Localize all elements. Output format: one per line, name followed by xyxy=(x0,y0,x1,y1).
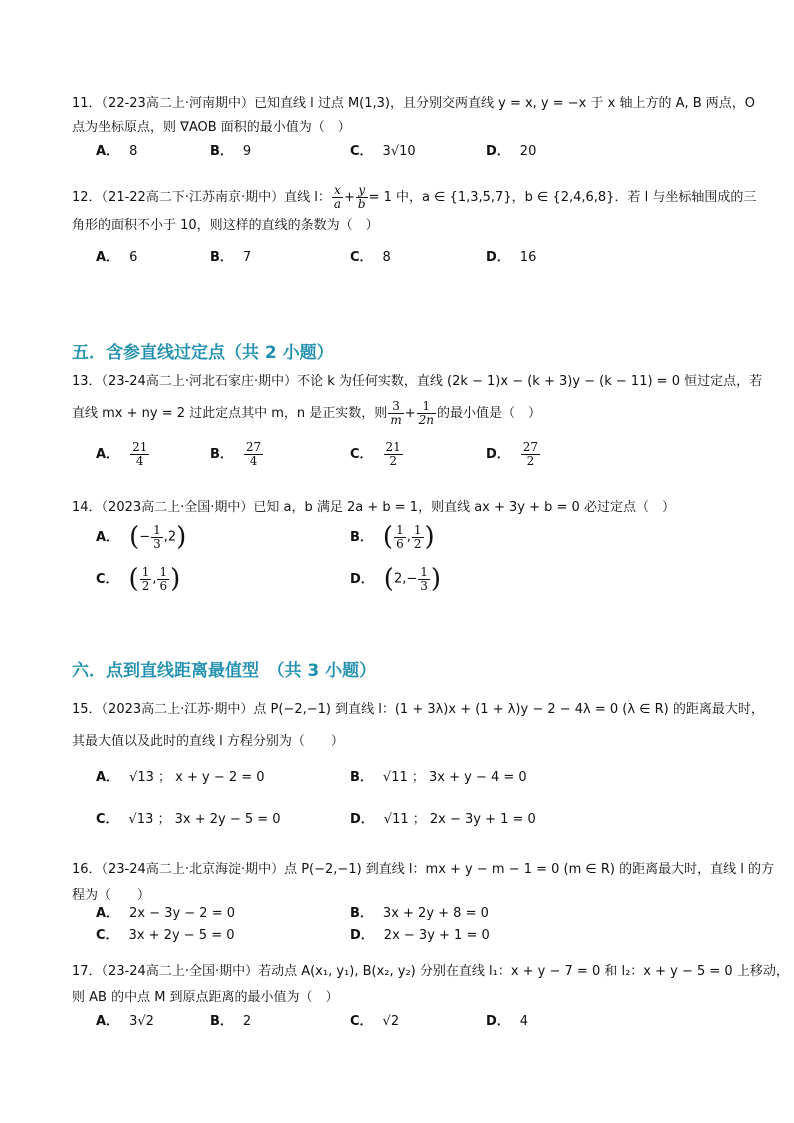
question-17 xyxy=(72,956,789,1014)
question-15-line-1: 15．（2023高二上·江苏·期中）点 P(−2,−1) 到直线 l：(1 + 3λ)x + (1 + λ)y − 2 − 4λ = 0 (λ ∈ R) 的距离最大时， xyxy=(72,702,764,717)
question-14 xyxy=(72,492,722,524)
question-15-options xyxy=(96,766,716,826)
option-b[interactable]: B． ( $\frac{1}{6}$ , $\frac{1}{2}$ ) xyxy=(350,522,435,552)
option-c[interactable]: C． √2 xyxy=(350,1014,400,1029)
option-c[interactable]: C． 3x + 2y − 5 = 0 xyxy=(96,928,235,943)
question-12 xyxy=(72,182,757,242)
option-c[interactable]: C． 8 xyxy=(350,250,391,265)
option-b[interactable]: B． 2 xyxy=(210,1014,252,1029)
option-b[interactable]: B． 3x + 2y + 8 = 0 xyxy=(350,906,489,921)
question-11-options xyxy=(96,140,716,160)
question-16-line-1: 16．（23-24高二上·北京海淀·期中）点 P(−2,−1) 到直线 l：mx + y − m − 1 = 0 (m ∈ R) 的距离最大时，直线 l 的方 xyxy=(72,862,774,877)
question-16-line-2: 程为（ ） xyxy=(72,888,151,903)
section-heading-6: 六．点到直线距离最值型 （共 3 小题） xyxy=(72,661,377,681)
option-d[interactable]: D． √11 ； 2x − 3y + 1 = 0 xyxy=(350,812,536,827)
section-heading-5: 五．含参直线过定点（共 2 小题） xyxy=(72,343,334,363)
option-d[interactable]: D． 4 xyxy=(486,1014,529,1029)
option-d[interactable]: D． 2x − 3y + 1 = 0 xyxy=(350,928,490,943)
question-13 xyxy=(72,366,763,430)
question-15 xyxy=(72,694,764,758)
fraction-x-over-a: $\frac{x}{a}$ xyxy=(333,183,341,211)
option-b[interactable]: B． 7 xyxy=(210,250,252,265)
question-13-line-1: 13．（23-24高二上·河北石家庄·期中）不论 k 为任何实数，直线 (2k − 1)x − (k + 3)y − (k − 11) = 0 恒过定点，若 xyxy=(72,374,763,389)
question-13-options xyxy=(96,440,716,474)
option-d[interactable]: D． (2,− $\frac{1}{3}$ ) xyxy=(350,564,442,594)
question-11 xyxy=(72,88,756,144)
option-a[interactable]: A． √13 ； x + y − 2 = 0 xyxy=(96,770,265,785)
question-13-line-2: 直线 mx + ny = 2 过此定点其中 m，n 是正实数，则 $\frac{3}{m}$ + $\frac{1}{2n}$ 的最小值是（ ） xyxy=(72,399,541,427)
question-15-line-2: 其最大值以及此时的直线 l 方程分别为（ ） xyxy=(72,734,344,749)
question-14-options xyxy=(96,522,716,602)
question-17-options xyxy=(96,1010,716,1030)
question-14-line-1: 14．（2023高二上·全国·期中）已知 a，b 满足 2a + b = 1，则直线 ax + 3y + b = 0 必过定点（ ） xyxy=(72,500,675,515)
question-17-line-1: 17．（23-24高二上·全国·期中）若动点 A(x₁, y₁), B(x₂, y₂) 分别在直线 l₁：x + y − 7 = 0 和 l₂：x + y − 5 = 0 上移动， xyxy=(72,964,789,979)
question-11-line-2: 点为坐标原点，则 ∇AOB 面积的最小值为（ ） xyxy=(72,120,351,135)
option-c[interactable]: C． ( $\frac{1}{2}$ , $\frac{1}{6}$ ) xyxy=(96,564,181,594)
question-12-line-2: 角形的面积不小于 10，则这样的直线的条数为（ ） xyxy=(72,218,379,233)
option-a[interactable]: A． 6 xyxy=(96,250,138,265)
option-d[interactable]: D． 16 xyxy=(486,250,537,265)
option-c[interactable]: C． √13 ； 3x + 2y − 5 = 0 xyxy=(96,812,281,827)
fraction-1-over-2n: $\frac{1}{2n}$ xyxy=(418,399,434,427)
option-a[interactable]: A． 2x − 3y − 2 = 0 xyxy=(96,906,236,921)
option-c[interactable]: C． 3√10 xyxy=(350,144,416,159)
option-a[interactable]: A． (− $\frac{1}{3}$ ,2) xyxy=(96,522,187,552)
option-c[interactable]: C． $\frac{21}{2}$ xyxy=(350,440,401,468)
question-12-options xyxy=(96,246,716,266)
question-16-options xyxy=(96,902,716,946)
option-a[interactable]: A． $\frac{21}{4}$ xyxy=(96,440,148,468)
option-a[interactable]: A． 8 xyxy=(96,144,138,159)
question-11-line-1: 11．（22-23高二上·河南期中）已知直线 l 过点 M(1,3)，且分别交两直线 y = x, y = −x 于 x 轴上方的 A, B 两点，O xyxy=(72,96,756,111)
option-d[interactable]: D． 20 xyxy=(486,144,537,159)
option-b[interactable]: B． $\frac{27}{4}$ xyxy=(210,440,262,468)
fraction-y-over-b: $\frac{y}{b}$ xyxy=(357,183,366,211)
question-17-line-2: 则 AB 的中点 M 到原点距离的最小值为（ ） xyxy=(72,990,339,1005)
fraction-3-over-m: $\frac{3}{m}$ xyxy=(390,399,402,427)
option-b[interactable]: B． 9 xyxy=(210,144,252,159)
question-12-line-1: 12．（21-22高二下·江苏南京·期中）直线 l： $\frac{x}{a}$ + $\frac{y}{b}$ = 1 中，a ∈ {1,3,5,7}，b ∈ {2,4,6,8}．若 l 与坐标轴围成的三 xyxy=(72,183,757,211)
option-a[interactable]: A． 3√2 xyxy=(96,1014,154,1029)
option-d[interactable]: D． $\frac{27}{2}$ xyxy=(486,440,539,468)
option-b[interactable]: B． √11 ； 3x + y − 4 = 0 xyxy=(350,770,527,785)
